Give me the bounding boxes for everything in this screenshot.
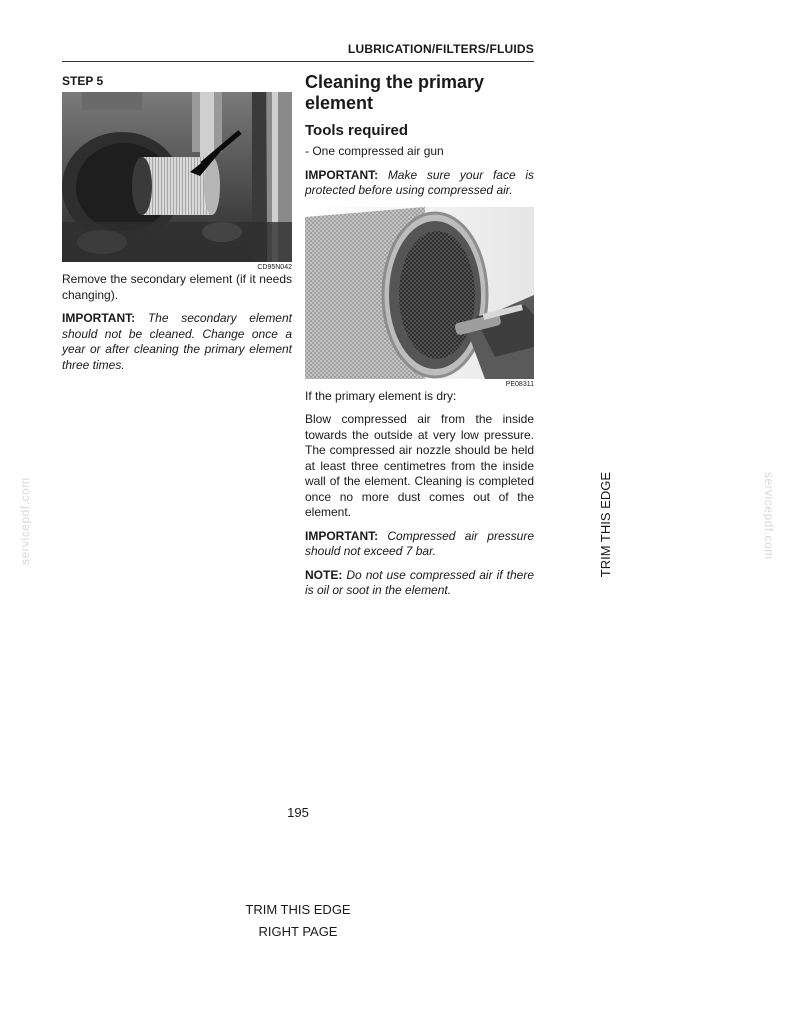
note-label: NOTE:: [305, 567, 343, 582]
important-note-face: [305, 168, 534, 199]
header-rule: [62, 61, 534, 62]
important-label: IMPORTANT:: [62, 311, 136, 325]
note-text: Do not use compressed air if there is oil or soot in the element.: [305, 567, 535, 597]
important-note-pressure: [305, 529, 534, 560]
important-text: The secondary element should not be cleaned. Change once a year or after cleaning the primary element three times.: [62, 311, 292, 372]
header-title: LUBRICATION/FILTERS/FLUIDS: [347, 42, 534, 56]
page-number: 195: [287, 805, 309, 820]
remove-instruction: Remove the secondary element (if it needs changing).: [62, 272, 292, 302]
left-column: [62, 74, 292, 381]
trim-side-text: TRIM THIS EDGE: [598, 472, 613, 578]
right-page-label: RIGHT PAGE: [258, 924, 338, 939]
important-text: Compressed air pressure should not exceed 7 bar.: [305, 528, 534, 558]
tool-item: - One compressed air gun: [305, 144, 444, 158]
photo-code: PE08311: [505, 380, 534, 388]
important-text: Make sure your face is protected before using compressed air.: [305, 167, 534, 197]
section-title: Cleaning the primary element: [305, 72, 485, 113]
primary-element-photo: [305, 207, 534, 379]
important-label: IMPORTANT:: [305, 167, 379, 182]
important-label: IMPORTANT:: [305, 528, 379, 543]
tools-heading: Tools required: [305, 122, 409, 139]
secondary-element-photo: [62, 92, 292, 262]
trim-bottom-label: TRIM THIS EDGE: [245, 902, 351, 917]
right-column: [305, 72, 534, 607]
dry-condition: If the primary element is dry:: [305, 388, 457, 403]
important-note-secondary: [62, 311, 292, 373]
watermark-left: servicepdf.com: [18, 477, 32, 565]
photo-code: CD95N042: [257, 264, 292, 271]
trim-side-label: [598, 472, 616, 582]
watermark-right: servicepdf.com: [762, 472, 776, 560]
step-label: STEP 5: [62, 74, 104, 88]
cleaning-procedure: Blow compressed air from the inside towards the outside at very low pressure. The compressed air nozzle should be held at least three centimetres from the inside wall of the element. Cleaning is completed once no more dust comes out of the element.: [305, 412, 534, 519]
note-oil-soot: [305, 568, 534, 599]
